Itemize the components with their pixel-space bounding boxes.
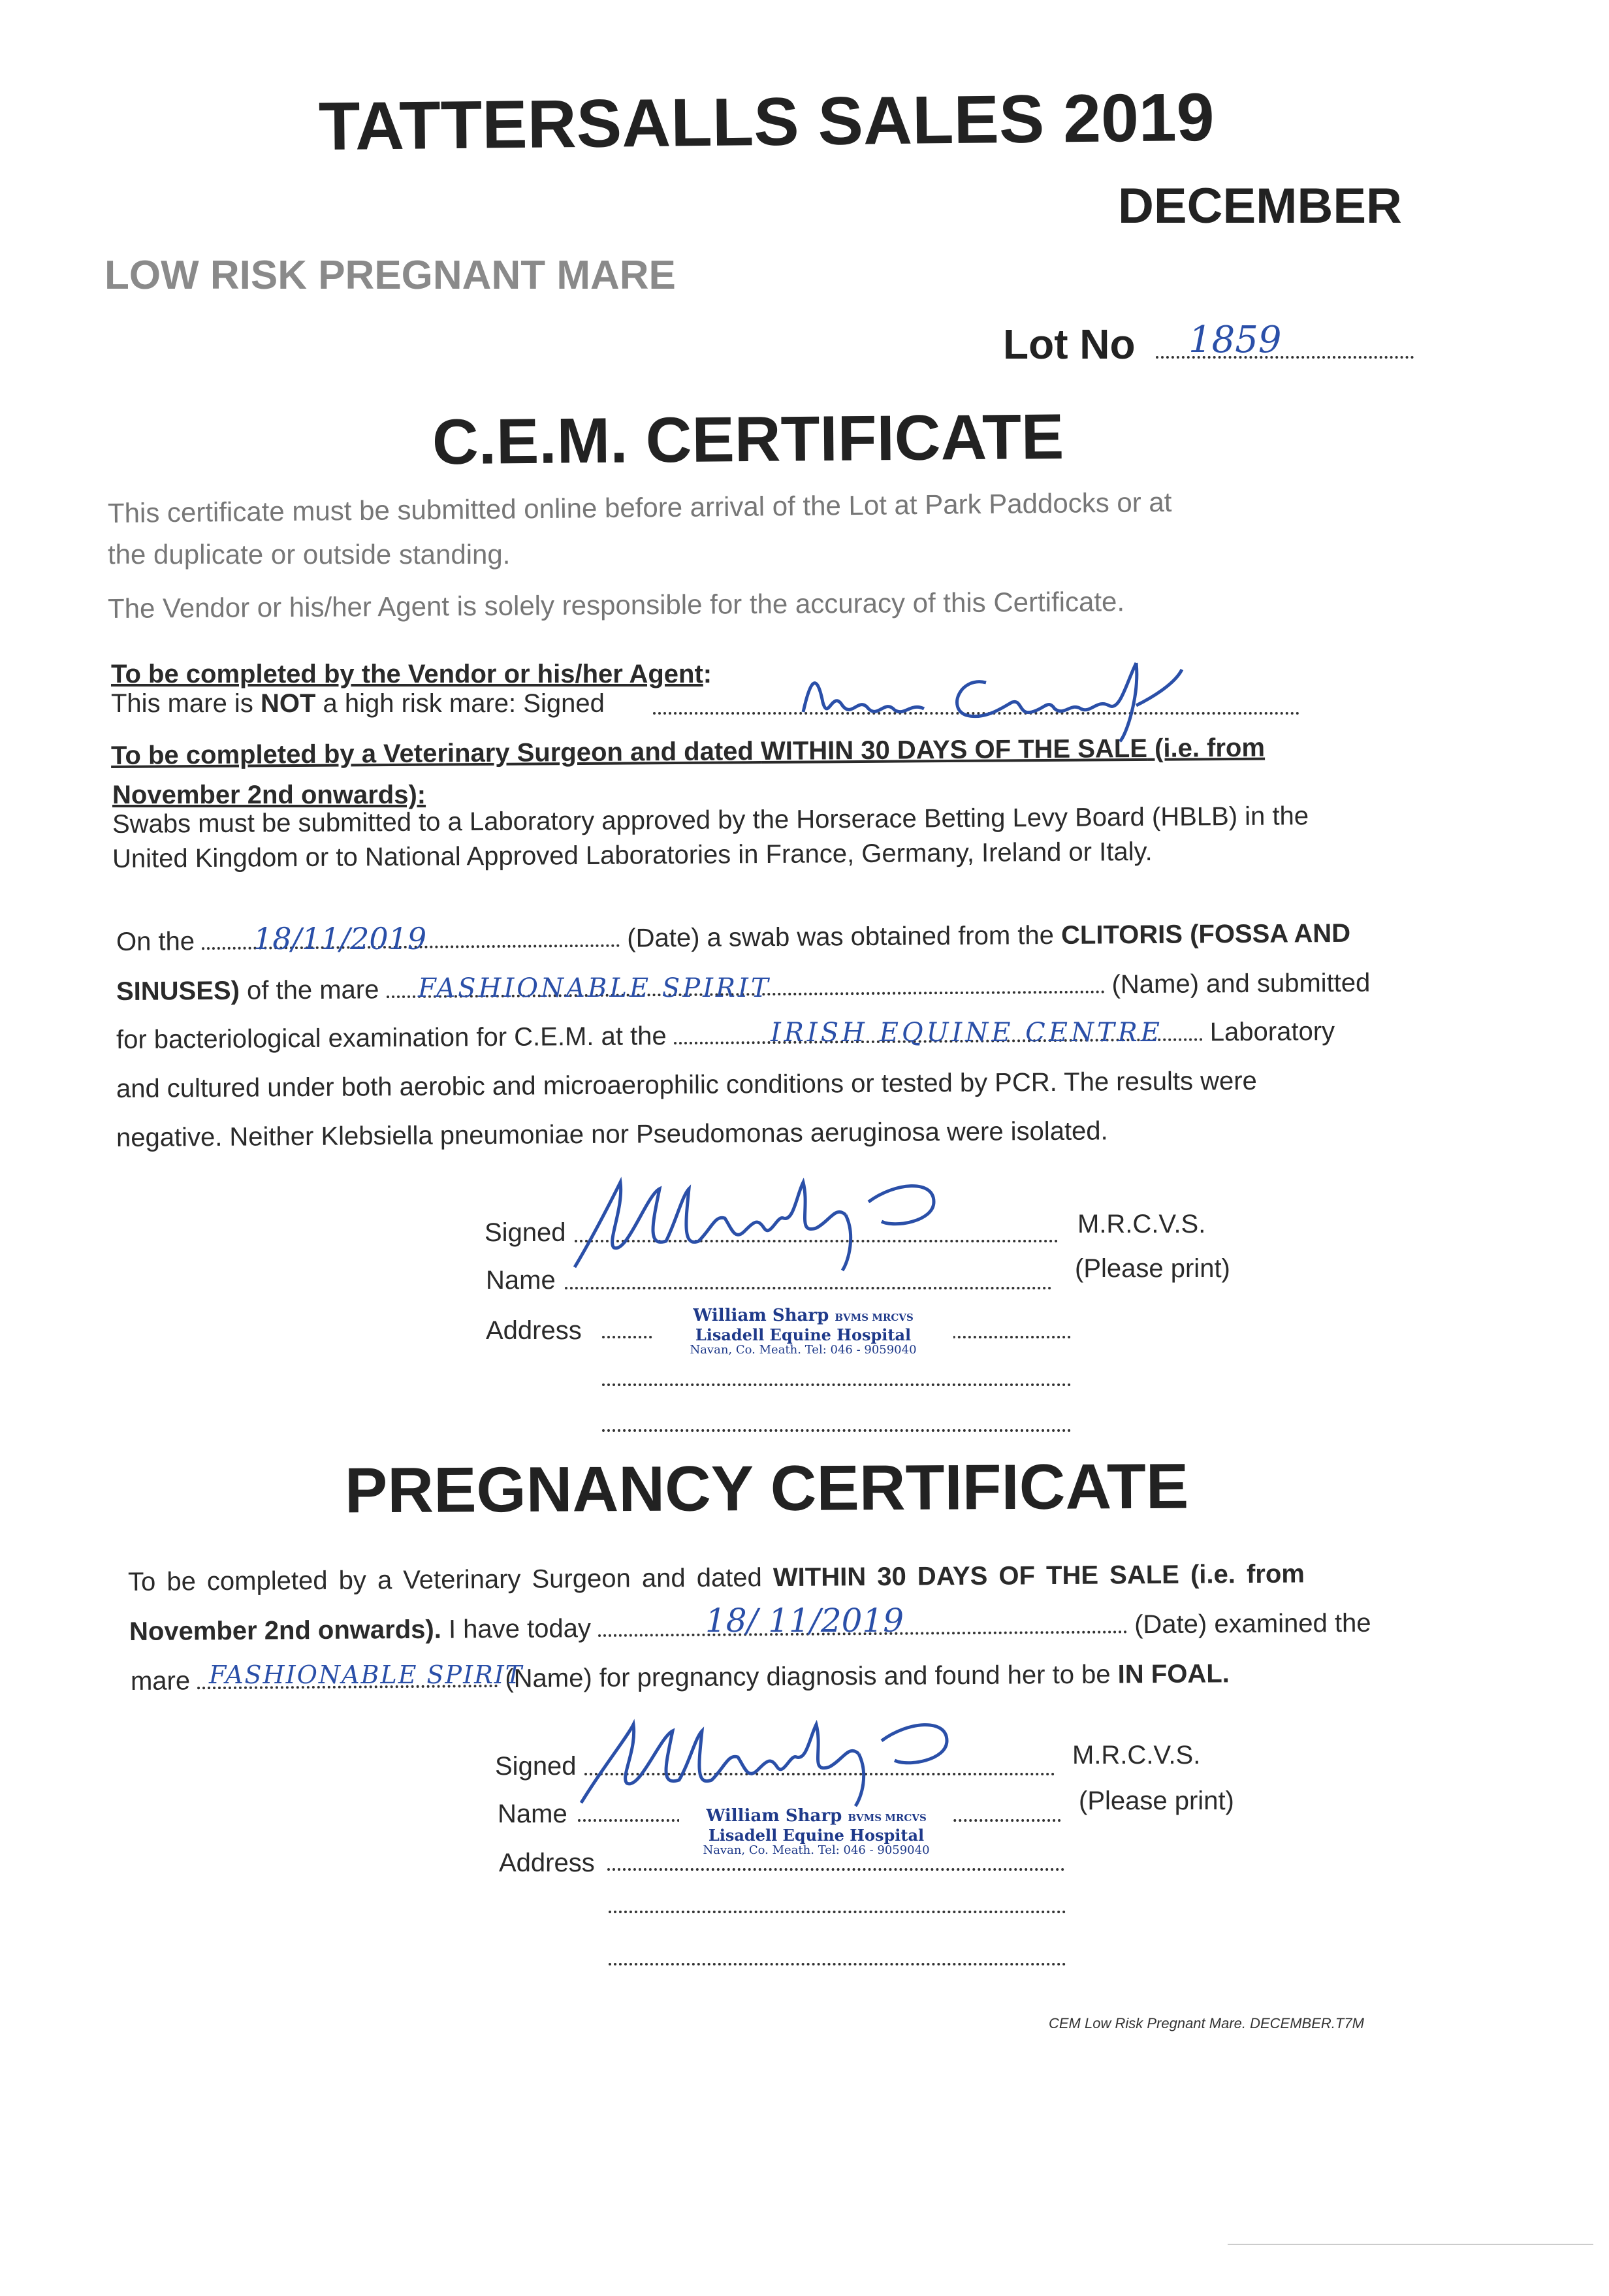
vendor-statement-a: This mare is [111,689,261,718]
cem-notice-line1: This certificate must be submitted online before arrival of the Lot at Park Paddocks or at [107,486,1172,528]
preg-name-label: Name [498,1800,567,1828]
preg-line2-a: I have today [441,1614,592,1644]
preg-stamp-hospital: Lisadell Equine Hospital [708,1825,925,1845]
cem-address-line3 [602,1429,1071,1432]
preg-line3-b: (Name) for pregnancy diagnosis and found her to be [505,1660,1118,1693]
cultured-text: and cultured under both aerobic and microaerophilic conditions or tested by PCR. The results were [116,1066,1257,1103]
preg-line3-a: mare [130,1666,191,1696]
swabs-line1: Swabs must be submitted to a Laboratory approved by the Horserace Betting Levy Board (HBLB) in the [112,801,1309,839]
preg-address-label: Address [499,1849,595,1877]
sale-month: DECEMBER [1118,178,1402,234]
vet-heading-line1 [111,734,1265,771]
preg-vet-stamp [679,1807,953,1858]
cem-notice-responsibility: The Vendor or his/her Agent is solely responsible for the accuracy of this Certificate. [107,586,1125,624]
lot-number: 1859 [1188,319,1282,361]
vet-heading-b: (i.e. from [1147,733,1266,763]
preg-signed-label: Signed [495,1752,577,1781]
preg-address-line1 [607,1868,1064,1871]
cem-vet-signature-graphic [568,1156,1025,1274]
vet-heading-a: To be completed by a Veterinary Surgeon and dated [110,737,761,770]
preg-please-print: (Please print) [1079,1787,1234,1815]
preg-line1 [128,1559,1305,1597]
swabs-line2: United Kingdom or to National Approved Laboratories in France, Germany, Ireland or Italy. [112,837,1153,873]
lab-name: IRISH EQUINE CENTRE [771,1018,1163,1048]
footer-reference: CEM Low Risk Pregnant Mare. DECEMBER.T7M [1049,2015,1364,2031]
preg-stamp-vet-name: William Sharp [706,1806,842,1826]
sinuses-label: SINUSES) [116,976,240,1006]
name-suffix: (Name) and submitted [1111,968,1371,999]
cem-name-label: Name [486,1266,556,1295]
clitoris-label: CLITORIS (FOSSA AND [1060,918,1351,950]
vet-heading-line2-text: November 2nd onwards): [112,781,426,809]
vendor-heading: To be completed by the Vendor or his/her Agent: [111,660,712,688]
vendor-statement [111,689,605,719]
preg-stamp-address: Navan, Co. Meath. Tel: 046 - 9059040 [703,1843,930,1858]
cem-please-print: (Please print) [1075,1254,1230,1283]
pregnancy-title: PREGNANCY CERTIFICATE [344,1449,1189,1527]
cem-stamp-address: Navan, Co. Meath. Tel: 046 - 9059040 [690,1343,917,1357]
preg-address-line2 [609,1911,1066,1913]
cem-name-line [565,1287,1051,1289]
preg-line2-bold: November 2nd onwards). [129,1615,442,1646]
in-foal: IN FOAL. [1117,1659,1230,1689]
preg-line2-b: (Date) examined the [1134,1608,1371,1640]
date-suffix: (Date) a swab was obtained from the [627,920,1062,953]
laboratory-label: Laboratory [1209,1016,1335,1047]
bact-exam-text: for bacteriological examination for C.E.M. at the [116,1022,667,1054]
bottom-rule [1228,2244,1593,2245]
cem-address-label: Address [486,1316,582,1345]
cem-vet-stamp [653,1306,953,1357]
preg-stamp-qualifications: BVMS MRCVS [848,1812,927,1824]
swab-date: 18/11/2019 [253,921,427,956]
cem-mrcvs: M.R.C.V.S. [1077,1210,1206,1238]
vet-heading-line2 [112,781,426,810]
vendor-not: NOT [260,689,316,718]
cem-title: C.E.M. CERTIFICATE [432,400,1064,478]
preg-mare-name: FASHIONABLE SPIRIT [209,1660,524,1689]
preg-address-line3 [609,1963,1066,1965]
of-the-mare-label: of the mare [239,975,379,1005]
cem-signed-label: Signed [485,1218,566,1247]
vet-heading-bold: WITHIN 30 DAYS OF THE SALE [760,734,1148,766]
cem-notice-line2: the duplicate or outside standing. [108,539,511,570]
preg-line1-a: To be completed by a Veterinary Surgeon and dated [127,1563,774,1596]
document-title: TATTERSALLS SALES 2019 [318,79,1215,165]
cem-stamp-hospital: Lisadell Equine Hospital [695,1325,912,1344]
on-the-label: On the [116,927,195,956]
mare-category: LOW RISK PREGNANT MARE [104,253,676,298]
vendor-signature-graphic [797,643,1228,741]
vendor-heading-text: To be completed by the Vendor or his/her Agent [111,660,703,688]
preg-line1-bold: WITHIN 30 DAYS OF THE SALE (i.e. from [773,1559,1305,1593]
mare-name: FASHIONABLE SPIRIT [418,973,771,1003]
vendor-statement-b: a high risk mare: Signed [315,689,605,718]
lot-label: Lot No [1003,321,1136,368]
preg-vet-signature-graphic [575,1698,1032,1809]
preg-mrcvs: M.R.C.V.S. [1072,1741,1201,1770]
preg-date: 18/ 11/2019 [705,1602,904,1640]
cem-stamp-qualifications: BVMS MRCVS [835,1312,914,1323]
negative-text: negative. Neither Klebsiella pneumoniae nor Pseudomonas aeruginosa were isolated. [116,1116,1108,1152]
cem-stamp-vet-name: William Sharp [693,1306,829,1325]
cem-address-line2 [602,1383,1071,1386]
